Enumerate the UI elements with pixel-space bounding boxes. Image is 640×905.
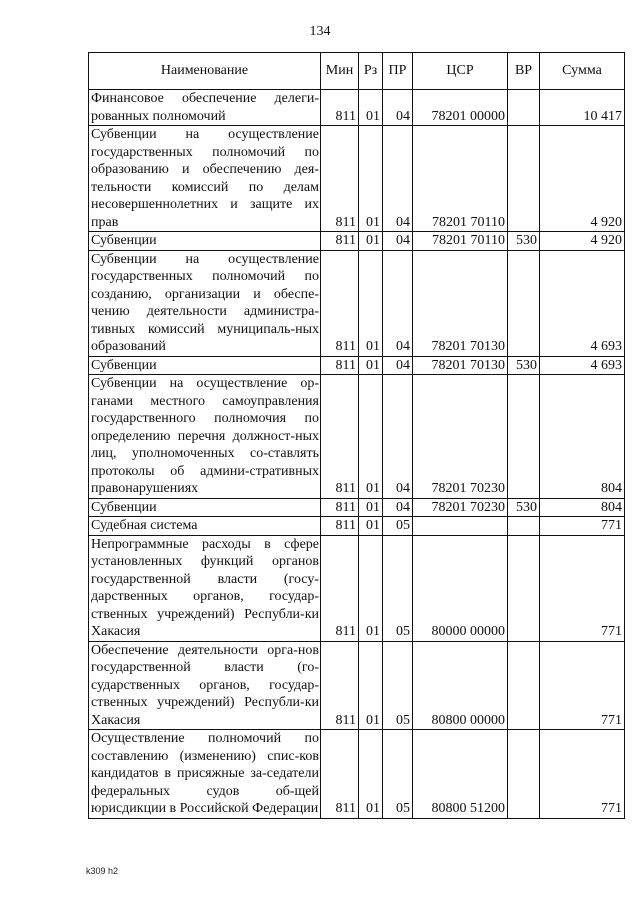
- row-sum: 771: [540, 730, 625, 819]
- row-min: 811: [321, 126, 359, 232]
- row-rz: 01: [359, 498, 383, 517]
- row-rz: 01: [359, 232, 383, 251]
- row-rz: 01: [359, 250, 383, 356]
- row-min: 811: [321, 730, 359, 819]
- row-sum: 4 920: [540, 126, 625, 232]
- row-name: Осуществление полномочий по составлению (изменению) спис-ков кандидатов в присяжные за-седатели федеральных судов об-щей юрисдикции в Российской Федерации: [89, 730, 321, 819]
- row-min: 811: [321, 517, 359, 536]
- table-row: [89, 250, 625, 356]
- row-rz: 01: [359, 90, 383, 126]
- row-csr: 78201 70110: [413, 126, 508, 232]
- row-min: 811: [321, 250, 359, 356]
- row-csr: 78201 00000: [413, 90, 508, 126]
- row-name: Субвенции на осуществление государственных полномочий по созданию, организации и обеспе-чению деятельности администра-тивных комиссий муниципаль-ных образований: [89, 250, 321, 356]
- row-pr: 05: [383, 535, 413, 641]
- row-csr: 78201 70230: [413, 375, 508, 499]
- row-name: Субвенции на осуществление ор-ганами местного самоуправления государственного полномочия по определению перечня должност-ных лиц, уполномоченных со-ставлять протоколы об админи-стративных правонарушениях: [89, 375, 321, 499]
- row-rz: 01: [359, 356, 383, 375]
- row-vr: [508, 730, 540, 819]
- row-sum: 771: [540, 641, 625, 730]
- row-pr: 04: [383, 250, 413, 356]
- row-rz: 01: [359, 641, 383, 730]
- row-rz: 01: [359, 535, 383, 641]
- row-rz: 01: [359, 126, 383, 232]
- table-row: [89, 356, 625, 375]
- row-name: Судебная система: [89, 517, 321, 536]
- row-pr: 04: [383, 375, 413, 499]
- header-csr: ЦСР: [413, 53, 508, 90]
- header-row: [89, 53, 625, 90]
- table-body: [89, 90, 625, 819]
- header-pr: ПР: [383, 53, 413, 90]
- row-csr: 80000 00000: [413, 535, 508, 641]
- row-min: 811: [321, 641, 359, 730]
- row-sum: 4 693: [540, 356, 625, 375]
- header-sum: Сумма: [540, 53, 625, 90]
- table-row: [89, 517, 625, 536]
- table-row: [89, 232, 625, 251]
- page-number: 134: [309, 24, 331, 39]
- row-name: Обеспечение деятельности орга-нов государственной власти (го-сударственных органов, государ-ственных учреждений) Республи-ки Хакасия: [89, 641, 321, 730]
- row-vr: [508, 126, 540, 232]
- row-pr: 04: [383, 356, 413, 375]
- table-row: [89, 498, 625, 517]
- row-vr: 530: [508, 498, 540, 517]
- row-name: Субвенции: [89, 232, 321, 251]
- table-row: [89, 535, 625, 641]
- row-vr: 530: [508, 232, 540, 251]
- row-name: Субвенции: [89, 356, 321, 375]
- row-vr: [508, 375, 540, 499]
- row-sum: 771: [540, 517, 625, 536]
- table-row: [89, 90, 625, 126]
- table-header: [89, 53, 625, 90]
- row-csr: 80800 00000: [413, 641, 508, 730]
- row-csr: 78201 70230: [413, 498, 508, 517]
- row-sum: 804: [540, 498, 625, 517]
- row-csr: 78201 70130: [413, 250, 508, 356]
- budget-table: [88, 52, 625, 819]
- table-row: [89, 641, 625, 730]
- row-vr: [508, 90, 540, 126]
- table-row: [89, 375, 625, 499]
- row-min: 811: [321, 90, 359, 126]
- row-rz: 01: [359, 517, 383, 536]
- row-sum: 4 693: [540, 250, 625, 356]
- row-pr: 04: [383, 498, 413, 517]
- row-rz: 01: [359, 730, 383, 819]
- row-csr: 78201 70110: [413, 232, 508, 251]
- row-name: Финансовое обеспечение делеги-рованных полномочий: [89, 90, 321, 126]
- row-sum: 771: [540, 535, 625, 641]
- row-pr: 04: [383, 90, 413, 126]
- row-min: 811: [321, 498, 359, 517]
- header-min: Мин: [321, 53, 359, 90]
- row-min: 811: [321, 535, 359, 641]
- row-vr: 530: [508, 356, 540, 375]
- row-vr: [508, 641, 540, 730]
- row-pr: 05: [383, 517, 413, 536]
- row-min: 811: [321, 356, 359, 375]
- footer-code: k309 h2: [86, 866, 119, 876]
- row-name: Субвенции: [89, 498, 321, 517]
- row-min: 811: [321, 232, 359, 251]
- row-vr: [508, 250, 540, 356]
- header-name: Наименование: [89, 53, 321, 90]
- row-sum: 10 417: [540, 90, 625, 126]
- row-csr: 78201 70130: [413, 356, 508, 375]
- row-rz: 01: [359, 375, 383, 499]
- row-vr: [508, 535, 540, 641]
- table-row: [89, 126, 625, 232]
- table-row: [89, 730, 625, 819]
- row-vr: [508, 517, 540, 536]
- row-csr: 80800 51200: [413, 730, 508, 819]
- row-pr: 04: [383, 232, 413, 251]
- header-vr: ВР: [508, 53, 540, 90]
- row-name: Непрограммные расходы в сфере установленных функций органов государственной власти (госу-дарственных органов, государ-ственных учреждений) Республи-ки Хакасия: [89, 535, 321, 641]
- row-pr: 04: [383, 126, 413, 232]
- row-pr: 05: [383, 641, 413, 730]
- row-sum: 4 920: [540, 232, 625, 251]
- header-rz: Рз: [359, 53, 383, 90]
- row-sum: 804: [540, 375, 625, 499]
- row-name: Субвенции на осуществление государственных полномочий по образованию и обеспечению дея-тельности комиссий по делам несовершеннолетних и защите их прав: [89, 126, 321, 232]
- row-min: 811: [321, 375, 359, 499]
- row-pr: 05: [383, 730, 413, 819]
- row-csr: [413, 517, 508, 536]
